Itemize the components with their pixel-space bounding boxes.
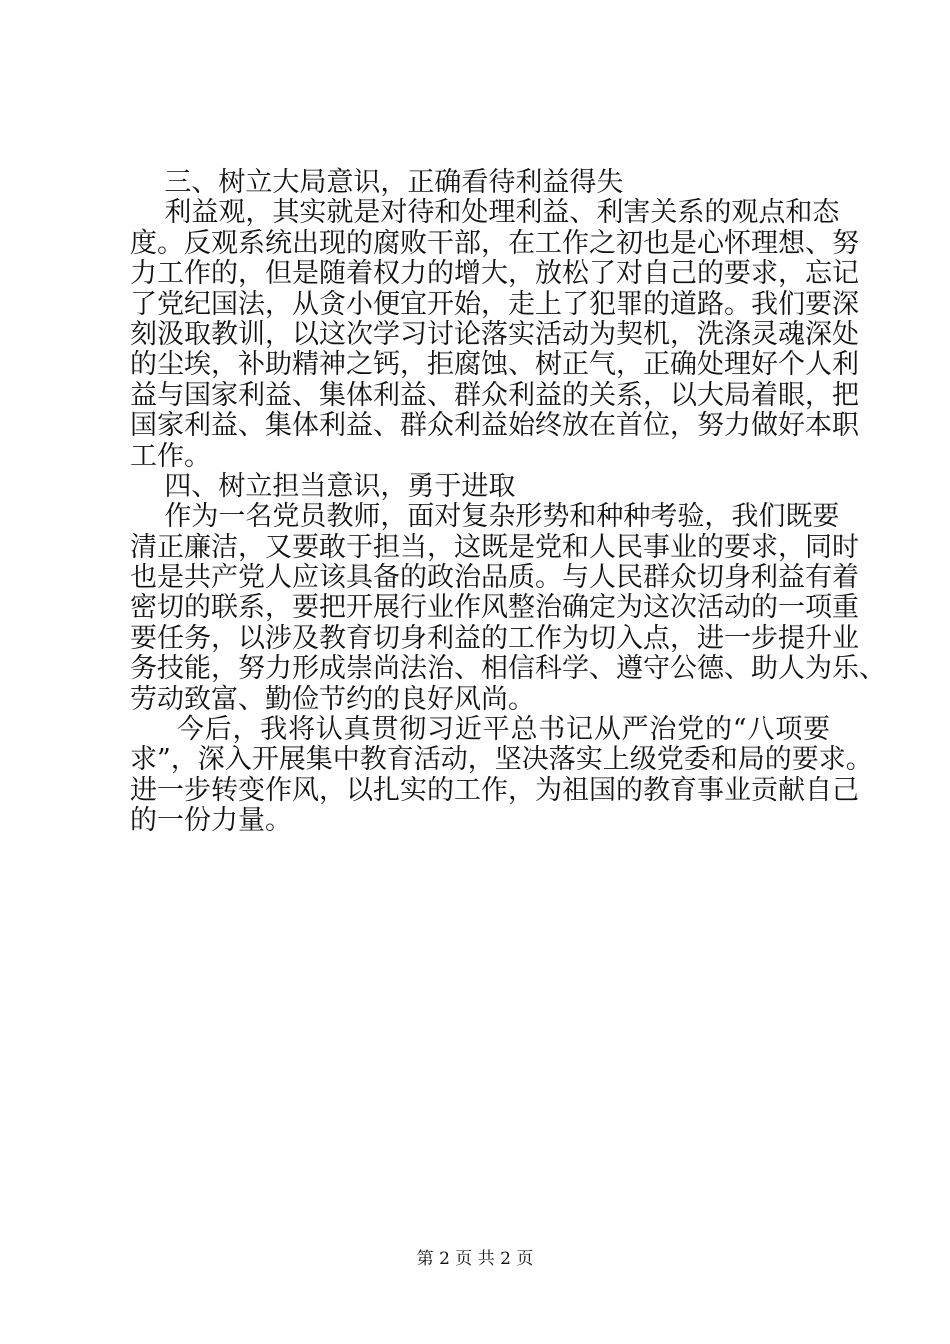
section-heading: 三、树立大局意识，正确看待利益得失 — [130, 167, 624, 198]
paragraph-line: 的尘埃，补助精神之钙，拒腐蚀、树正气，正确处理好个人利 — [130, 349, 859, 381]
paragraph-line: 也是共产党人应该具备的政治品质。与人民群众切身利益有着 — [130, 562, 859, 594]
paragraph-line: 度。反观系统出现的腐败干部，在工作之初也是心怀理想、努 — [130, 227, 859, 259]
paragraph-line: 国家利益、集体利益、群众利益始终放在首位，努力做好本职 — [130, 410, 859, 442]
paragraph-line: 益与国家利益、集体利益、群众利益的关系，以大局着眼，把 — [130, 379, 859, 411]
paragraph-line: 刻汲取教训，以这次学习讨论落实活动为契机，洗涤灵魂深处 — [130, 318, 859, 350]
paragraph-line: 密切的联系，要把开展行业作风整治确定为这次活动的一项重 — [130, 592, 859, 624]
paragraph-line: 要任务，以涉及教育切身利益的工作为切入点，进一步提升业 — [130, 622, 859, 654]
paragraph-line: 进一步转变作风，以扎实的工作，为祖国的教育事业贡献自己 — [130, 774, 859, 806]
paragraph-line: 工作。 — [130, 440, 211, 472]
document-body — [130, 167, 886, 837]
paragraph-line: 力工作的，但是随着权力的增大，放松了对自己的要求，忘记 — [130, 258, 859, 290]
paragraph-line: 今后，我将认真贯彻习近平总书记从严治党的“八项要 — [130, 714, 830, 746]
paragraph-line: 利益观，其实就是对待和处理利益、利害关系的观点和态 — [130, 197, 840, 229]
paragraph-line: 求”，深入开展集中教育活动，坚决落实上级党委和局的要求。 — [130, 744, 873, 776]
paragraph-line: 务技能，努力形成崇尚法治、相信科学、遵守公德、助人为乐、 — [130, 653, 886, 685]
paragraph-line: 清正廉洁，又要敢于担当，这既是党和人民事业的要求，同时 — [130, 531, 859, 563]
paragraph-line: 劳动致富、勤俭节约的良好风尚。 — [130, 683, 535, 715]
paragraph-line: 了党纪国法，从贪小便宜开始，走上了犯罪的道路。我们要深 — [130, 288, 859, 320]
paragraph-line: 的一份力量。 — [130, 805, 292, 837]
section-heading: 四、树立担当意识，勇于进取 — [130, 470, 516, 502]
paragraph-line: 作为一名党员教师，面对复杂形势和种种考验，我们既要 — [130, 501, 840, 533]
page-footer: 第 2 页 共 2 页 — [416, 1249, 534, 1269]
